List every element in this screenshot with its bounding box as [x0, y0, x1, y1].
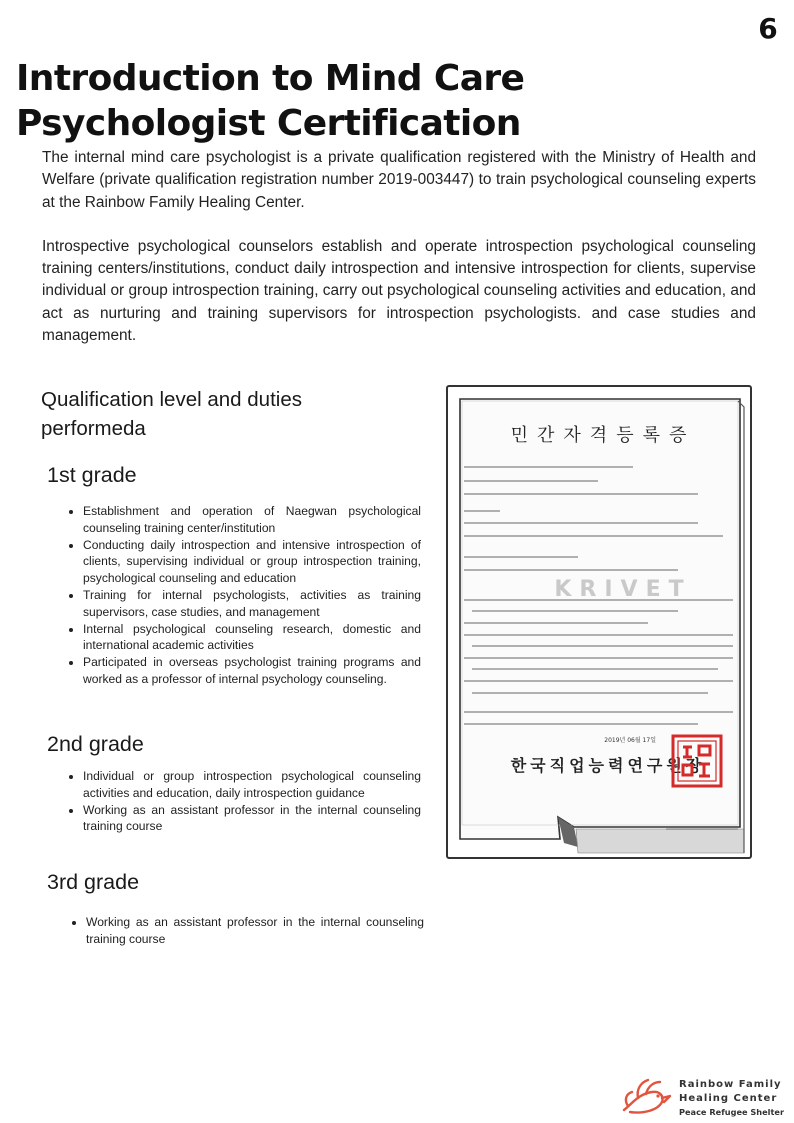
certificate-seal	[670, 733, 724, 789]
intro-paragraph-2: Introspective psychological counselors establish and operate introspection psychological counseling training centers/institutions, conduct daily introspection and intensive introspection for clients, supervise individual or group introspection training, carry out psychological counseling activities and education, and act as nurturing and training supervisors for introspection psychologists. and case studies and management.	[42, 237, 756, 345]
certificate-issuer: 한국직업능력연구원장	[510, 756, 706, 775]
logo-line-2: Healing Center	[679, 1093, 778, 1104]
grade-2-heading: 2nd grade	[47, 732, 144, 756]
page-title: Introduction to Mind Care Psychologist Certification	[16, 58, 525, 144]
grade-1-heading: 1st grade	[47, 463, 137, 487]
list-item: • Working as an assistant professor in the internal counseling training course	[83, 802, 421, 836]
grade-3-duties	[73, 914, 424, 948]
certificate-watermark: KRIVET	[554, 577, 692, 602]
list-item: • Participated in overseas psychologist training programs and worked as a professor of internal psychology counseling.	[83, 654, 421, 688]
list-item: • Training for internal psychologists, activities as training supervisors, case studies, and management	[83, 587, 421, 621]
grade-2-duties	[70, 768, 421, 835]
logo-line-3: Peace Refugee Shelter	[679, 1107, 784, 1117]
certificate-title: 민간자격등록증	[510, 425, 696, 446]
qualification-heading: Qualification level and duties performeda	[41, 388, 302, 440]
list-item: • Individual or group introspection psychological counseling activities and education, daily introspection guidance	[83, 768, 421, 802]
grade-1-duties	[70, 503, 421, 688]
dove-logo-icon	[618, 1076, 674, 1116]
list-item: • Working as an assistant professor in the internal counseling training course	[86, 914, 424, 948]
certificate-date: 2019년 06월 17일	[604, 737, 656, 744]
intro-paragraph-1: The internal mind care psychologist is a private qualification registered with the Ministry of Health and Welfare (private qualification registration number 2019-003447) to train psychological counseling experts at the Rainbow Family Healing Center.	[42, 149, 756, 211]
logo-line-1: Rainbow Family	[679, 1079, 782, 1090]
list-item: • Establishment and operation of Naegwan psychological counseling training center/institution	[83, 503, 421, 537]
certificate-image	[446, 385, 752, 859]
list-item: • Internal psychological counseling research, domestic and international academic activities	[83, 621, 421, 655]
page-number: 6	[758, 12, 778, 45]
footer-logo	[618, 1076, 788, 1118]
list-item: • Conducting daily introspection and intensive introspection of clients, supervising individual or group introspection training, psychological counseling and education	[83, 537, 421, 587]
intro-section	[42, 147, 756, 369]
grade-3-heading: 3rd grade	[47, 870, 140, 894]
